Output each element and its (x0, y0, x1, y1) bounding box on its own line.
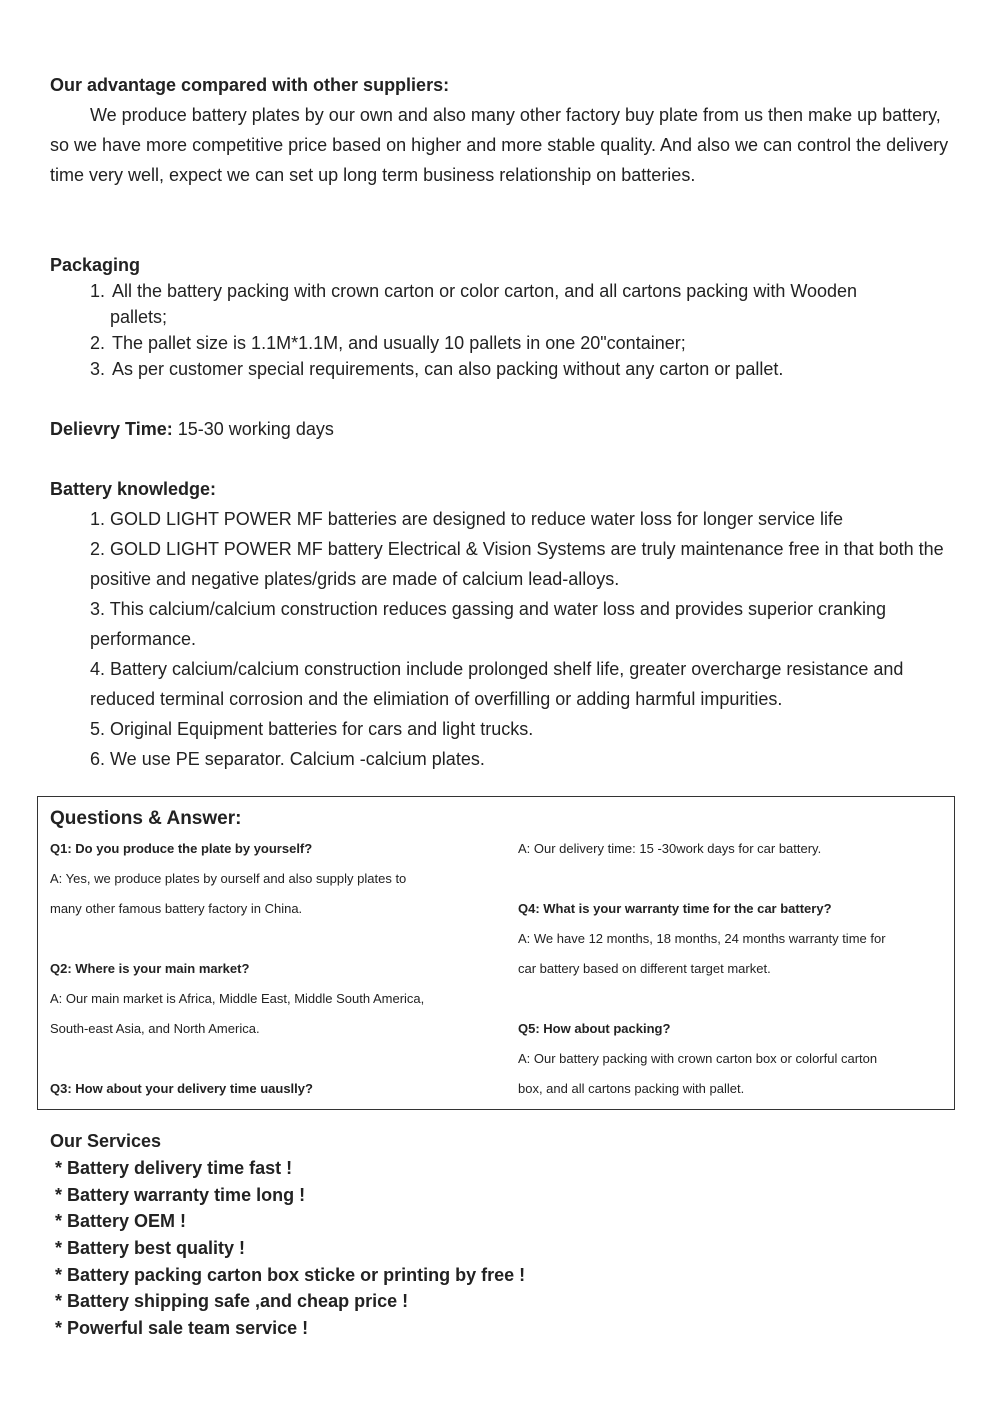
knowledge-item: 3. This calcium/calcium construction reduces gassing and water loss and provides superior cranking performance. (90, 599, 887, 649)
qa-right-line: A: Our delivery time: 15 -30work days for car battery. (518, 841, 822, 856)
packaging-item-number: 1. (90, 281, 106, 301)
qa-right-line: car battery based on different target market. (518, 961, 771, 976)
qa-title: Questions & Answer: (50, 808, 242, 829)
qa-left-line: Q3: How about your delivery time uauslly? (50, 1081, 313, 1096)
packaging-item (90, 278, 890, 330)
knowledge-list (90, 504, 960, 774)
qa-left-line: many other famous battery factory in China. (50, 901, 303, 916)
qa-left-line: Q1: Do you produce the plate by yourself? (50, 841, 313, 856)
delivery-time-value: 15-30 working days (177, 419, 334, 439)
knowledge-item: 2. GOLD LIGHT POWER MF battery Electrical & Vision Systems are truly maintenance free in that both the positive and negative plates/grids are made of calcium lead-alloys. (90, 539, 944, 589)
knowledge-item: 4. Battery calcium/calcium construction include prolonged shelf life, greater overcharge resistance and reduced terminal corrosion and the elimiation of overfilling or adding harmful impurities. (90, 659, 904, 709)
qa-right-line: Q4: What is your warranty time for the car battery? (518, 901, 832, 916)
knowledge-item: 1. GOLD LIGHT POWER MF batteries are designed to reduce water loss for longer service life (90, 509, 843, 529)
qa-box (37, 796, 955, 1110)
qa-left-line: A: Yes, we produce plates by ourself and also supply plates to (50, 871, 407, 886)
service-item: * Battery delivery time fast ! (55, 1158, 293, 1178)
packaging-item-number: 2. (90, 333, 106, 353)
services-heading: Our Services (50, 1131, 162, 1151)
service-item: * Battery packing carton box sticke or printing by free ! (55, 1265, 526, 1285)
delivery-time-line (50, 416, 334, 442)
service-item: * Battery OEM ! (55, 1211, 187, 1231)
qa-left-line: A: Our main market is Africa, Middle East, Middle South America, (50, 991, 425, 1006)
qa-right-line: Q5: How about packing? (518, 1021, 671, 1036)
qa-left-line: South-east Asia, and North America. (50, 1021, 260, 1036)
service-item: * Battery warranty time long ! (55, 1185, 306, 1205)
packaging-list (90, 278, 890, 382)
packaging-item (90, 330, 890, 356)
service-item: * Battery shipping safe ,and cheap price ! (55, 1291, 409, 1311)
advantage-paragraph: We produce battery plates by our own and also many other factory buy plate from us then make up battery, so we have more competitive price based on higher and more stable quality. And also we can control the delivery time very well, expect we can set up long term business relationship on batteries. (50, 105, 949, 185)
qa-right-line: A: Our battery packing with crown carton box or colorful carton (518, 1051, 878, 1066)
qa-right-line: box, and all cartons packing with pallet. (518, 1081, 745, 1096)
packaging-item-text: The pallet size is 1.1M*1.1M, and usually 10 pallets in one 20"container; (112, 333, 686, 353)
service-item: * Battery best quality ! (55, 1238, 246, 1258)
qa-right-line: A: We have 12 months, 18 months, 24 months warranty time for (518, 931, 886, 946)
packaging-item-text: All the battery packing with crown carton or color carton, and all cartons packing with Wooden pallets; (110, 281, 858, 327)
packaging-item-text: As per customer special requirements, can also packing without any carton or pallet. (112, 359, 784, 379)
knowledge-item: 5. Original Equipment batteries for cars and light trucks. (90, 719, 534, 739)
packaging-item (90, 356, 890, 382)
knowledge-item: 6. We use PE separator. Calcium -calcium plates. (90, 749, 485, 769)
packaging-item-number: 3. (90, 359, 106, 379)
advantage-heading: Our advantage compared with other suppliers: (50, 75, 450, 95)
delivery-time-label: Delievry Time: (50, 419, 173, 439)
qa-left-line: Q2: Where is your main market? (50, 961, 250, 976)
service-item: * Powerful sale team service ! (55, 1318, 309, 1338)
packaging-heading: Packaging (50, 255, 141, 275)
knowledge-heading: Battery knowledge: (50, 479, 217, 499)
